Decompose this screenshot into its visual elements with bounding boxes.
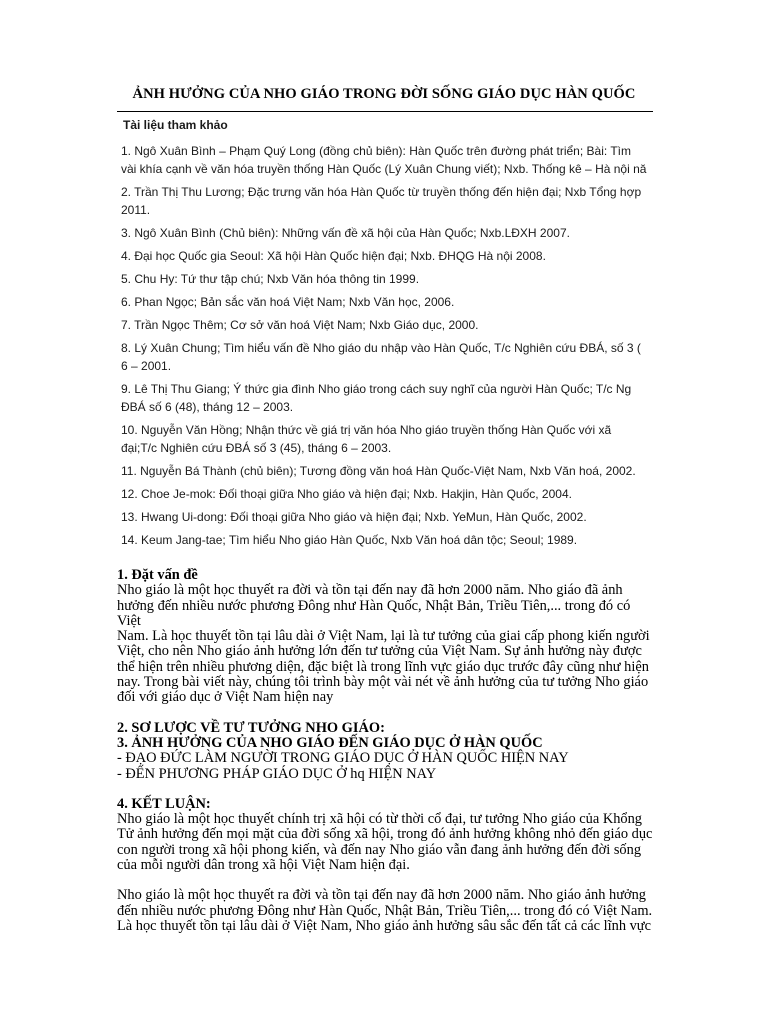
reference-item <box>121 339 653 375</box>
reference-line: 12. Choe Je-mok: Đối thoại giữa Nho giáo và hiện đại; Nxb. Hakjin, Hàn Quốc, 2004. <box>121 487 572 501</box>
reference-line: 7. Trần Ngọc Thêm; Cơ sở văn hoá Việt Nam; Nxb Giáo dục, 2000. <box>121 318 479 332</box>
section-3-heading: 3. ẢNH HƯỞNG CỦA NHO GIÁO ĐẾN GIÁO DỤC Ở HÀN QUỐC <box>117 734 543 751</box>
section-3-subitem: - ĐẾN PHƯƠNG PHÁP GIÁO DỤC Ở hq HIỆN NAY <box>117 765 437 782</box>
reference-item <box>121 462 653 480</box>
reference-item <box>121 316 653 334</box>
reference-line: ĐBÁ số 6 (48), tháng 12 – 2003. <box>121 400 294 414</box>
text-line: hưởng đến nhiều nước phương Đông như Hàn Quốc, Nhật Bản, Triều Tiên,... trong đó có Việt <box>117 597 631 629</box>
reference-line: 13. Hwang Ui-dong: Đối thoại giữa Nho giáo và hiện đại; Nxb. YeMun, Hàn Quốc, 2002. <box>121 510 587 524</box>
section-1-heading: 1. Đặt vấn đề <box>117 567 198 583</box>
reference-line: 6. Phan Ngọc; Bản sắc văn hoá Việt Nam; Nxb Văn học, 2006. <box>121 295 455 309</box>
reference-item <box>121 183 653 219</box>
text-line: thể hiện trên nhiều phương diện, đặc biệt là trong lĩnh vực giáo dục trước đây cũng như hiện <box>117 658 649 675</box>
text-line: đối với giáo dục ở Việt Nam hiện nay <box>117 689 334 706</box>
text-line: Việt, cho nên Nho giáo ảnh hưởng lớn đến tư tưởng của Việt Nam. Sự ảnh hưởng này được <box>117 643 642 660</box>
references-list <box>121 142 653 549</box>
text-line: con người trong xã hội phong kiến, và đến nay Nho giáo vẫn đang ảnh hưởng đến đời sống <box>117 841 642 858</box>
section-3-subitem: - ĐẠO ĐỨC LÀM NGƯỜI TRONG GIÁO DỤC Ở HÀN QUỐC HIỆN NAY <box>117 750 569 767</box>
text-line: của mỗi người dân trong xã hội Việt Nam hiện đại. <box>117 857 410 874</box>
text-line: Nho giáo là một học thuyết chính trị xã hội có từ thời cổ đại, tư tưởng Nho giáo của Khổng <box>117 811 643 828</box>
reference-item <box>121 531 653 549</box>
section-2-heading: 2. SƠ LƯỢC VỀ TƯ TƯỞNG NHO GIÁO: <box>117 719 385 736</box>
reference-line: 2011. <box>121 203 151 217</box>
text-line: Nho giáo là một học thuyết ra đời và tồn tại đến nay đã hơn 2000 năm. Nho giáo ảnh hưởng <box>117 887 646 904</box>
reference-item <box>121 508 653 526</box>
reference-item <box>121 224 653 242</box>
reference-line: 1. Ngô Xuân Bình – Phạm Quý Long (đồng chủ biên): Hàn Quốc trên đường phát triển; Bài: Tìm <box>121 144 631 158</box>
reference-item <box>121 270 653 288</box>
reference-item <box>121 485 653 503</box>
text-line: Tử ảnh hưởng đến mọi mặt của đời sống xã hội, trong đó ảnh hưởng không nhỏ đến giáo dục <box>117 826 653 843</box>
reference-line: 14. Keum Jang-tae; Tìm hiểu Nho giáo Hàn Quốc, Nxb Văn hoá dân tộc; Seoul; 1989. <box>121 533 578 547</box>
text-line: Nho giáo là một học thuyết ra đời và tồn tại đến nay đã hơn 2000 năm. Nho giáo đã ảnh <box>117 582 623 599</box>
reference-line: 6 – 2001. <box>121 359 172 373</box>
reference-item <box>121 142 653 178</box>
reference-item <box>121 247 653 265</box>
reference-line: 10. Nguyễn Văn Hồng; Nhận thức về giá trị văn hóa Nho giáo truyền thống Hàn Quốc với xã <box>121 423 612 437</box>
section-4-heading: 4. KẾT LUẬN: <box>117 795 211 812</box>
document-body <box>117 568 657 934</box>
references-image <box>121 116 653 564</box>
reference-line: 11. Nguyễn Bá Thành (chủ biên); Tương đồng văn hoá Hàn Quốc-Việt Nam, Nxb Văn hoá, 2002. <box>121 464 636 478</box>
reference-line: 3. Ngô Xuân Bình (Chủ biên): Những vấn đề xã hội của Hàn Quốc; Nxb.LĐXH 2007. <box>121 226 570 240</box>
reference-item <box>121 421 653 457</box>
reference-line: đại;T/c Nghiên cứu ĐBÁ số 3 (45), tháng 6 – 2003. <box>121 441 392 455</box>
reference-line: 2. Trần Thị Thu Lương; Đặc trưng văn hóa Hàn Quốc từ truyền thống đến hiện đại; Nxb Tổng hợp <box>121 185 642 199</box>
conclusion-paragraph <box>117 812 657 873</box>
reference-item <box>121 380 653 416</box>
conclusion-paragraph <box>117 888 657 934</box>
reference-line: 5. Chu Hy: Tứ thư tập chú; Nxb Văn hóa thông tin 1999. <box>121 272 420 286</box>
reference-line: 8. Lý Xuân Chung; Tìm hiểu vấn đề Nho giáo du nhập vào Hàn Quốc, T/c Nghiên cứu ĐBÁ, số 3 ( <box>121 341 641 355</box>
references-heading: Tài liệu tham khảo <box>123 118 228 132</box>
reference-item <box>121 293 653 311</box>
text-line: đến nhiều nước phương Đông như Hàn Quốc, Nhật Bản, Triều Tiên,... trong đó có Việt Nam. <box>117 902 653 919</box>
reference-line: 9. Lê Thị Thu Giang; Ý thức gia đình Nho giáo trong cách suy nghĩ của người Hàn Quốc; T/c Ng <box>121 382 632 396</box>
section-1-paragraph <box>117 583 657 705</box>
text-line: nay. Trong bài viết này, chúng tôi trình bày một vài nét về ảnh hưởng của tư tưởng Nho giáo <box>117 674 649 691</box>
title-underline <box>117 111 653 112</box>
document-title: ẢNH HƯỞNG CỦA NHO GIÁO TRONG ĐỜI SỐNG GIÁO DỤC HÀN QUỐC <box>132 86 636 102</box>
text-line: Nam. Là học thuyết tồn tại lâu dài ở Việt Nam, lại là tư tưởng của giai cấp phong kiến người <box>117 628 650 645</box>
reference-line: vài khía cạnh về văn hóa truyền thống Hàn Quốc (Lý Xuân Chung viết); Nxb. Thống kê – Hà nội nă <box>121 162 647 176</box>
reference-line: 4. Đại học Quốc gia Seoul: Xã hội Hàn Quốc hiện đại; Nxb. ĐHQG Hà nội 2008. <box>121 249 546 263</box>
text-line: Là học thuyết tồn tại lâu dài ở Việt Nam, Nho giáo ảnh hưởng sâu sắc đến tất cả các lĩnh vực <box>117 917 651 934</box>
